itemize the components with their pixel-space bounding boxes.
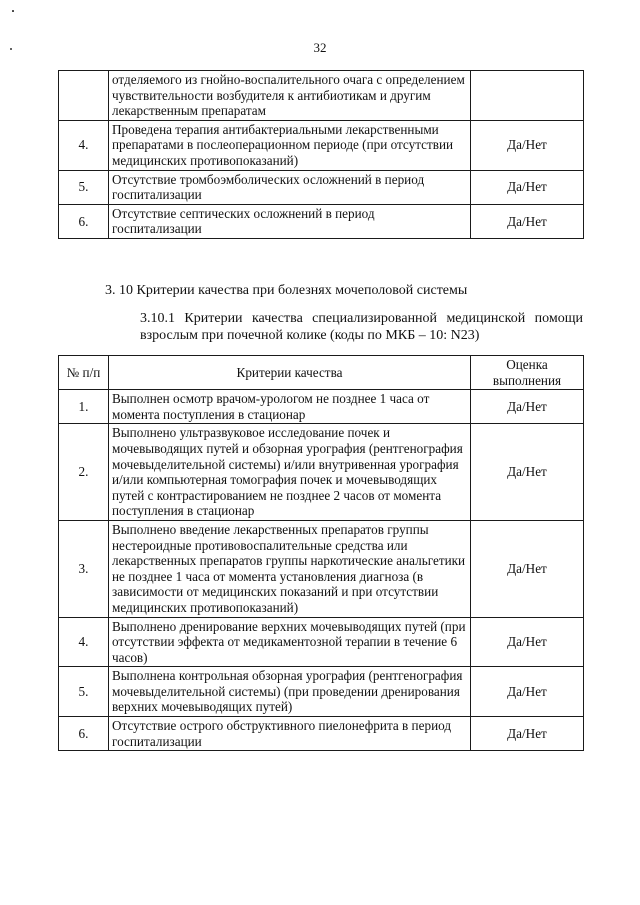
- table-row: [59, 424, 584, 521]
- row-number: 2.: [59, 424, 109, 521]
- row-number: 3.: [59, 520, 109, 617]
- table-row: [59, 71, 584, 121]
- score-cell: Да/Нет: [471, 424, 584, 521]
- criterion-text: Проведена терапия антибактериальными лекарственными препаратами в послеоперационном периоде (при отсутствии медицинских противопоказаний): [109, 120, 471, 170]
- score-cell: Да/Нет: [471, 170, 584, 204]
- criterion-text: Выполнено дренирование верхних мочевыводящих путей (при отсутствии эффекта от медикаментозной терапии в течение 6 часов): [109, 617, 471, 667]
- table-header-row: [59, 356, 584, 390]
- criterion-text: Отсутствие тромбоэмболических осложнений в период госпитализации: [109, 170, 471, 204]
- scan-speck: [12, 10, 14, 12]
- table-row: [59, 520, 584, 617]
- row-number: [59, 71, 109, 121]
- column-header-score: Оценка выполнения: [471, 356, 584, 390]
- section-heading: 3. 10 Критерии качества при болезнях мочеполовой системы: [105, 283, 468, 298]
- score-cell: Да/Нет: [471, 520, 584, 617]
- criterion-text: Выполнена контрольная обзорная урография (рентгенография мочевыделительной системы) (при проведении дренирования верхних мочевыводящих путей): [109, 667, 471, 717]
- column-header-number: № п/п: [59, 356, 109, 390]
- row-number: 6.: [59, 717, 109, 751]
- criterion-text: Отсутствие септических осложнений в период госпитализации: [109, 204, 471, 238]
- score-cell: Да/Нет: [471, 667, 584, 717]
- row-number: 5.: [59, 170, 109, 204]
- score-cell: Да/Нет: [471, 617, 584, 667]
- table-row: [59, 170, 584, 204]
- criterion-text: Выполнено ультразвуковое исследование почек и мочевыводящих путей и обзорная урография (рентгенография мочевыделительной системы) и/или внутривенная урография и/или компьютерная томография почек и мочевыводящих путей с контрастированием не позднее 2 часов от момента поступления в стационар: [109, 424, 471, 521]
- row-number: 4.: [59, 617, 109, 667]
- row-number: 4.: [59, 120, 109, 170]
- table-row: [59, 617, 584, 667]
- row-number: 6.: [59, 204, 109, 238]
- criterion-text: Выполнен осмотр врачом-урологом не позднее 1 часа от момента поступления в стационар: [109, 390, 471, 424]
- score-cell: Да/Нет: [471, 717, 584, 751]
- table-row: [59, 120, 584, 170]
- score-cell: Да/Нет: [471, 120, 584, 170]
- criterion-text: Отсутствие острого обструктивного пиелонефрита в период госпитализации: [109, 717, 471, 751]
- criterion-text: отделяемого из гнойно-воспалительного очага с определением чувствительности возбудителя к антибиотикам и другим лекарственным препаратам: [109, 71, 471, 121]
- score-cell: Да/Нет: [471, 390, 584, 424]
- quality-criteria-table: [58, 355, 584, 751]
- row-number: 5.: [59, 667, 109, 717]
- subsection-heading: 3.10.1 Критерии качества специализированной медицинской помощи взрослым при почечной колике (коды по МКБ – 10: N23): [140, 311, 583, 343]
- quality-criteria-table-continued: [58, 70, 584, 239]
- table-row: [59, 390, 584, 424]
- score-cell: Да/Нет: [471, 204, 584, 238]
- row-number: 1.: [59, 390, 109, 424]
- table-row: [59, 717, 584, 751]
- criterion-text: Выполнено введение лекарственных препаратов группы нестероидные противовоспалительные средства или лекарственных препаратов группы наркотические анальгетики не позднее 1 часа от момента установления диагноза (в зависимости от медицинских показаний и при отсутствии медицинских противопоказаний): [109, 520, 471, 617]
- column-header-criteria: Критерии качества: [109, 356, 471, 390]
- table-row: [59, 667, 584, 717]
- score-cell: [471, 71, 584, 121]
- table-row: [59, 204, 584, 238]
- page-number: 32: [313, 40, 327, 55]
